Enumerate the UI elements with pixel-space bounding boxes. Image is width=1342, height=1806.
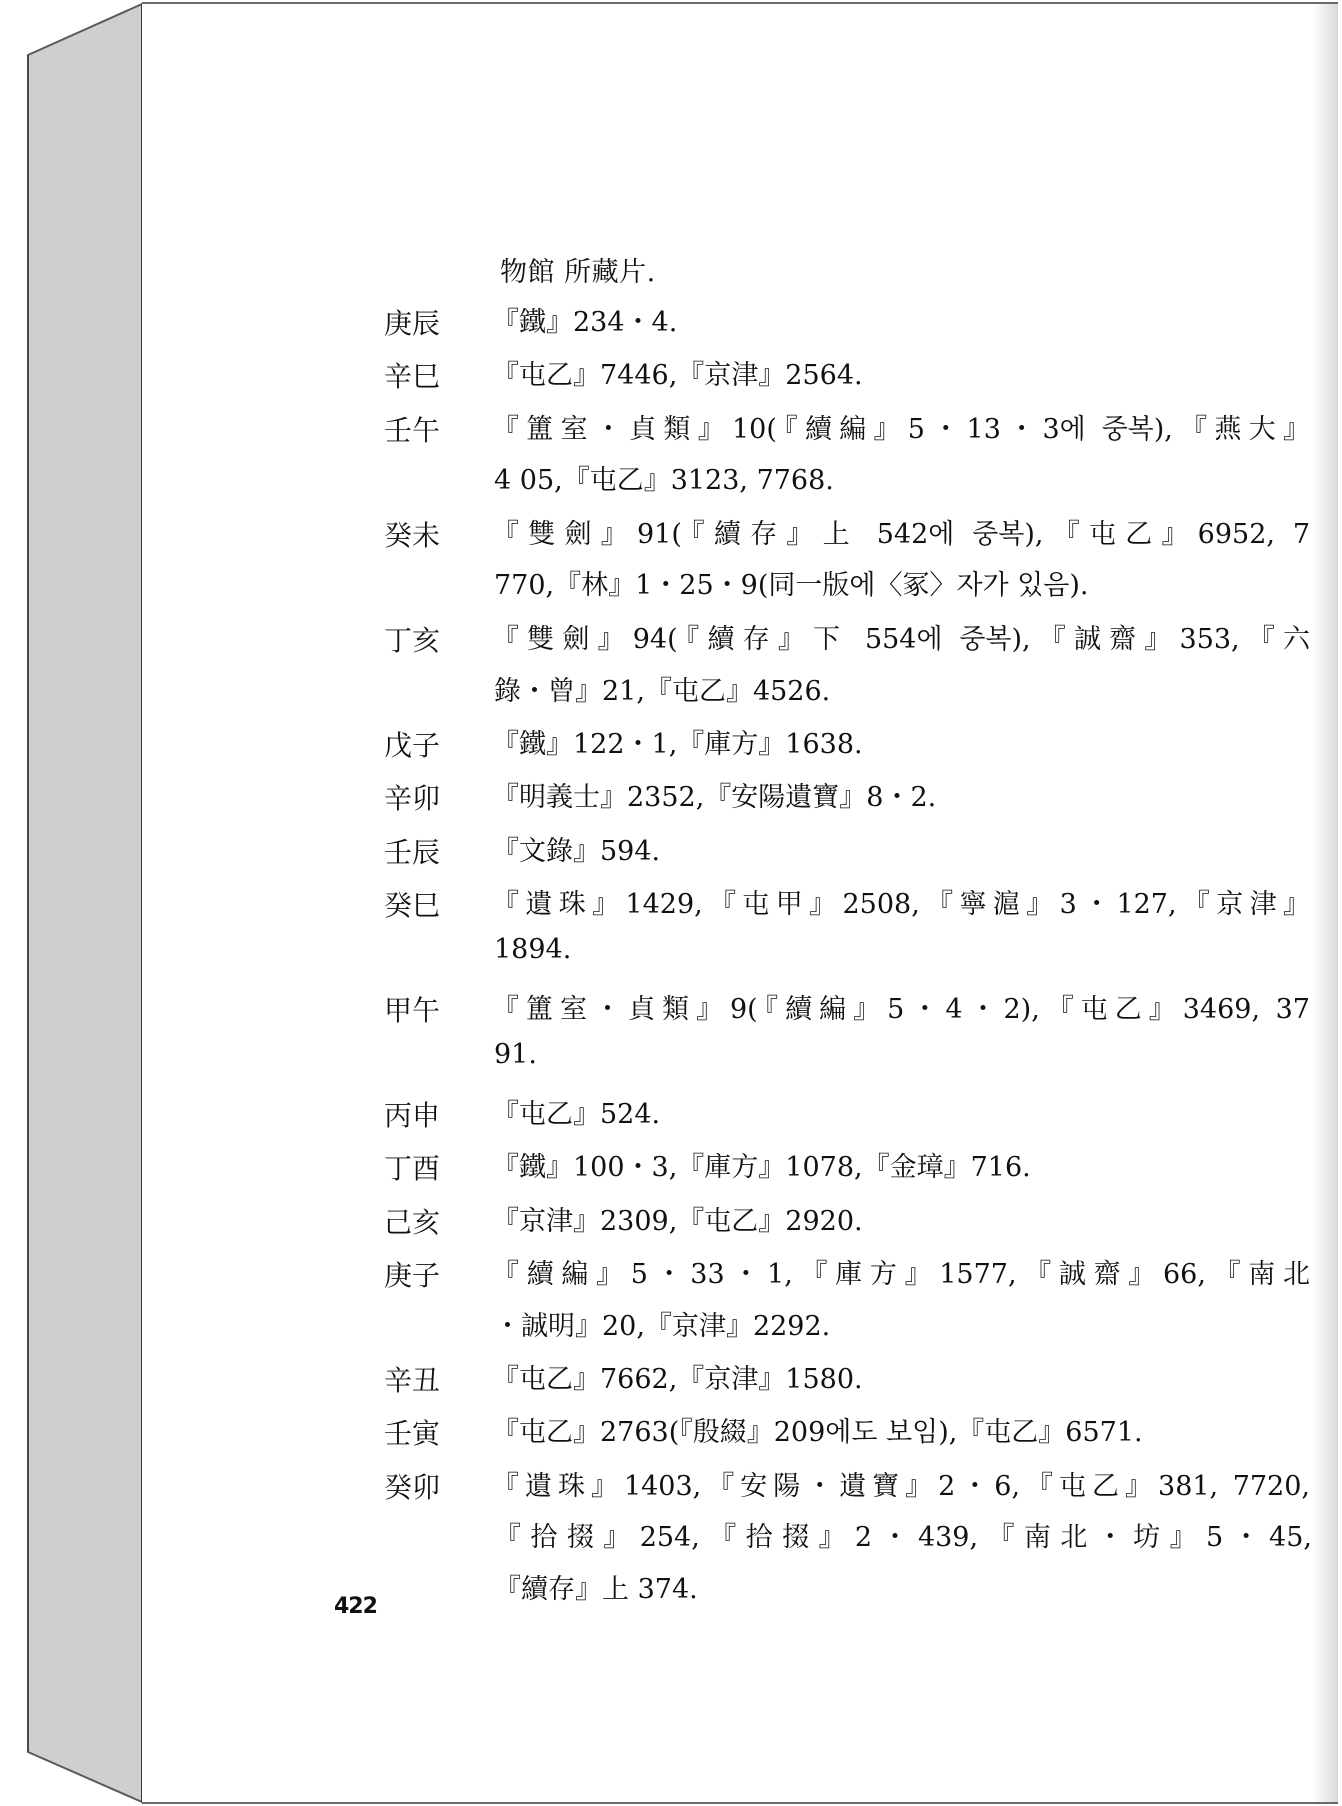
entry-citation-line: 『屯乙』524. bbox=[492, 1099, 661, 1130]
continued-line: 物館 所藏片. bbox=[500, 257, 656, 288]
page-number: 422 bbox=[334, 1594, 377, 1619]
entry-citation-line: 『遺珠』1429,『屯甲』2508,『寧滬』3・127,『京津』 bbox=[492, 888, 1310, 920]
entry-citation-line: 『雙劍』91(『續存』上 542에 중복),『屯乙』6952, 7 bbox=[492, 518, 1310, 550]
entry-date: 戊子 bbox=[384, 728, 441, 762]
entry-citation-line: 『屯乙』7662,『京津』1580. bbox=[492, 1364, 863, 1395]
entry-citation-line: 錄・曾』21,『屯乙』4526. bbox=[494, 675, 831, 707]
entry-citation-line: 『續存』上 374. bbox=[494, 1574, 698, 1606]
entry-date: 辛卯 bbox=[384, 782, 441, 816]
entry-citation-line: 『續編』5・33・1,『庫方』1577,『誠齋』66,『南北 bbox=[492, 1258, 1310, 1290]
book-page bbox=[142, 4, 1338, 1802]
entry-date: 庚子 bbox=[384, 1258, 441, 1292]
entry-date: 辛丑 bbox=[384, 1364, 441, 1397]
entry-date: 甲午 bbox=[384, 993, 441, 1027]
entry-date: 庚辰 bbox=[384, 307, 441, 340]
entry-date: 丁酉 bbox=[384, 1152, 441, 1186]
entry-citation-line: 1894. bbox=[494, 933, 572, 965]
entry-citation-line: 91. bbox=[494, 1038, 537, 1070]
entry-citation-line: 『拾掇』254,『拾掇』2・439,『南北・坊』5・45, bbox=[494, 1522, 1312, 1554]
entry-citation-line: 『遺珠』1403,『安陽・遺寶』2・6,『屯乙』381, 7720, bbox=[492, 1470, 1310, 1502]
entry-date: 癸未 bbox=[384, 518, 441, 552]
entry-citation-line: ・誠明』20,『京津』2292. bbox=[494, 1310, 831, 1342]
entry-citation-line: 『京津』2309,『屯乙』2920. bbox=[492, 1205, 863, 1237]
entry-date: 壬午 bbox=[384, 413, 441, 447]
entry-date: 丙申 bbox=[384, 1099, 441, 1132]
entry-citation-line: 770,『林』1・25・9(同一版에〈冢〉자가 있음). bbox=[494, 570, 1089, 602]
entry-date: 辛巳 bbox=[384, 360, 441, 394]
entry-date: 壬辰 bbox=[384, 835, 441, 869]
entry-date: 壬寅 bbox=[384, 1417, 441, 1451]
entry-citation-line: 『簠室・貞類』10(『續編』5・13・3에 중복),『燕大』 bbox=[492, 413, 1310, 445]
entry-citation-line: 『鐵』234・4. bbox=[492, 307, 678, 338]
entry-date: 癸巳 bbox=[384, 888, 441, 922]
entry-citation-line: 『簠室・貞類』9(『續編』5・4・2),『屯乙』3469, 37 bbox=[492, 993, 1310, 1025]
entry-citation-line: 『文錄』594. bbox=[492, 835, 661, 867]
entry-citation-line: 『明義士』2352,『安陽遺寶』8・2. bbox=[492, 782, 937, 814]
entry-citation-line: 『鐵』122・1,『庫方』1638. bbox=[492, 728, 863, 760]
entry-date: 己亥 bbox=[384, 1205, 441, 1239]
entry-citation-line: 『屯乙』2763(『殷綴』209에도 보임),『屯乙』6571. bbox=[492, 1417, 1143, 1449]
entry-date: 丁亥 bbox=[384, 623, 441, 657]
entry-citation-line: 4 05,『屯乙』3123, 7768. bbox=[494, 465, 834, 497]
entry-date: 癸卯 bbox=[384, 1470, 441, 1504]
entry-list bbox=[142, 4, 1338, 1802]
entry-citation-line: 『屯乙』7446,『京津』2564. bbox=[492, 360, 863, 392]
entry-citation-line: 『雙劍』94(『續存』下 554에 중복),『誠齋』353,『六 bbox=[492, 623, 1310, 655]
entry-citation-line: 『鐵』100・3,『庫方』1078,『金璋』716. bbox=[492, 1152, 1031, 1184]
